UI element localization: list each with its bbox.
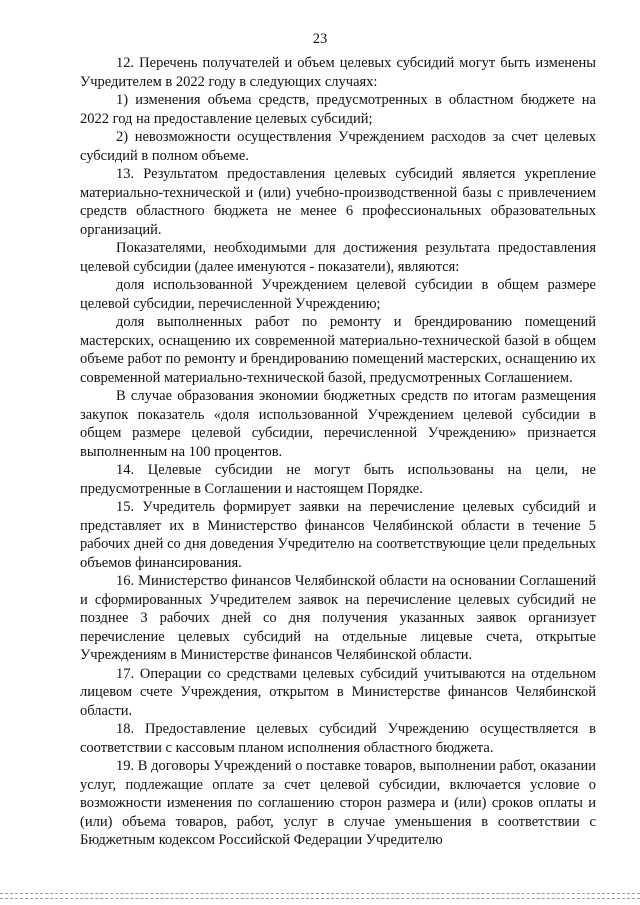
paragraph-14: 14. Целевые субсидии не могут быть использованы на цели, не предусмотренные в Соглашении и настоящем Порядке. [80,462,596,497]
paragraph-18: 18. Предоставление целевых субсидий Учреждению осуществляется в соответствии с кассовым планом исполнения областного бюджета. [80,721,596,756]
paragraph-12-item-1: 1) изменения объема средств, предусмотренных в областном бюджете на 2022 год на предоставление целевых субсидий; [80,92,596,127]
paragraph-12-item-2: 2) невозможности осуществления Учреждением расходов за счет целевых субсидий в полном объеме. [80,129,596,164]
paragraph-15: 15. Учредитель формирует заявки на перечисление целевых субсидий и представляет их в Министерство финансов Челябинской области в течение 5 рабочих дней со дня доведения Учредителю на соответствующие цели предельных объемов финансирования. [80,499,596,571]
page-number: 23 [312,31,328,47]
document-body [80,54,596,850]
page-edge-line [0,898,640,899]
paragraph-savings: В случае образования экономии бюджетных средств по итогам размещения закупок показатель «доля использованной Учреждением целевой субсидии в общем размере целевой субсидии, перечисленной Учреждению» признается выполненным на 100 процентов. [80,388,596,460]
paragraph-17: 17. Операции со средствами целевых субсидий учитываются на отдельном лицевом счете Учреждения, открытом в Министерстве финансов Челябинской области. [80,665,596,719]
paragraph-13: 13. Результатом предоставления целевых субсидий является укрепление материально-технической и (или) учебно-производственной базы с привлечением средств областного бюджета не менее 6 профессиональных образовательных организаций. [80,166,596,238]
paragraph-12: 12. Перечень получателей и объем целевых субсидий могут быть изменены Учредителем в 2022 году в следующих случаях: [80,55,596,90]
paragraph-indicator-1: доля использованной Учреждением целевой субсидии в общем размере целевой субсидии, перечисленной Учреждению; [80,277,596,312]
paragraph-indicators-intro: Показателями, необходимыми для достижения результата предоставления целевой субсидии (далее именуются - показатели), являются: [80,240,596,275]
paragraph-16: 16. Министерство финансов Челябинской области на основании Соглашений и сформированных Учредителем заявок на перечисление целевых субсидий не позднее 3 рабочих дней со дня получения указанных заявок организует перечисление целевых субсидий на отдельные лицевые счета, открытые Учреждениям в Министерстве финансов Челябинской области. [80,573,596,663]
page-edge-line [0,893,640,894]
paragraph-indicator-2: доля выполненных работ по ремонту и брендированию помещений мастерских, оснащению их современной материально-технической базой в общем объеме работ по ремонту и брендированию помещений мастерских, оснащению их современной материально-технической базой, предусмотренных Соглашением. [80,314,596,386]
paragraph-19: 19. В договоры Учреждений о поставке товаров, выполнении работ, оказании услуг, подлежащие оплате за счет целевой субсидии, включается условие о возможности изменения по соглашению сторон размера и (или) сроков оплаты и (или) объема товаров, работ, услуг в случае уменьшения в соответствии с Бюджетным кодексом Российской Федерации Учредителю [80,758,596,848]
